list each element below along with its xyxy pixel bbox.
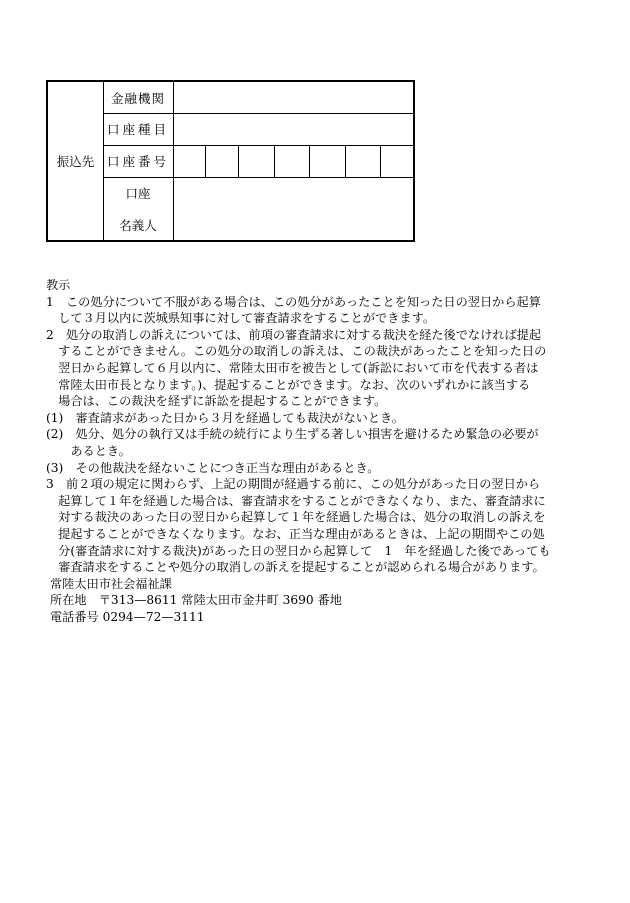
notice-line: (1) 審査請求があった日から３月を経過しても裁決がないとき。 bbox=[46, 410, 404, 425]
account-type-label: 口座種目 bbox=[106, 122, 169, 137]
notice-line: 分(審査請求に対する裁決)があった日の翌日から起算して 1 年を経過した後であっても bbox=[46, 543, 551, 558]
account-holder-label-line1: 口座 bbox=[125, 186, 151, 201]
account-holder-label-line2: 名義人 bbox=[119, 218, 157, 233]
notice-line: 翌日から起算して６月以内に、常陸太田市を被告として(訴訟において市を代表する者は bbox=[46, 360, 539, 375]
notice-line: (3) その他裁決を経ないことにつき正当な理由があるとき。 bbox=[46, 460, 380, 475]
digit-box-divider bbox=[274, 145, 275, 177]
bank-name-label: 金融機関 bbox=[110, 90, 165, 106]
appeal-notice bbox=[46, 277, 586, 625]
account-type-field[interactable] bbox=[174, 114, 413, 145]
account-holder-field[interactable] bbox=[174, 178, 413, 240]
office-name: 常陸太田市社会福祉課 bbox=[50, 576, 172, 591]
account-number-label: 口座番号 bbox=[106, 154, 169, 169]
bank-transfer-table bbox=[46, 80, 415, 242]
notice-line: 起算して１年を経過した場合は、審査請求をすることができなくなり、また、審査請求に bbox=[46, 493, 546, 508]
transfer-destination-label: 振込先 bbox=[56, 154, 95, 169]
notice-line: して３月以内に茨城県知事に対して審査請求をすることができます。 bbox=[46, 311, 436, 326]
notice-line: 場合は、この裁決を経ずに訴訟を提起することができます。 bbox=[46, 394, 387, 409]
notice-line: 常陸太田市長となります。)、提起することができます。なお、次のいずれかに該当する bbox=[46, 377, 531, 392]
notice-line: あるとき。 bbox=[46, 443, 131, 458]
notice-line: 審査請求をすることや処分の取消しの訴えを提起することが認められる場合があります。 bbox=[46, 560, 545, 575]
notice-line: 対する裁決のあった日の翌日から起算して１年を経過した場合は、処分の取消しの訴えを bbox=[46, 510, 546, 525]
notice-line: 2 処分の取消しの訴えについては、前項の審査請求に対する裁決を経た後でなければ提起 bbox=[46, 327, 542, 342]
digit-box-divider bbox=[205, 145, 206, 177]
notice-line: 1 この処分について不服がある場合は、この処分があったことを知った日の翌日から起算 bbox=[46, 294, 541, 309]
office-phone: 電話番号 0294—72—3111 bbox=[50, 609, 205, 624]
digit-box-divider bbox=[345, 145, 346, 177]
digit-box-divider bbox=[309, 145, 310, 177]
notice-line: (2) 処分、処分の執行又は手続の続行により生ずる著しい損害を避けるため緊急の必要が bbox=[46, 427, 539, 442]
notice-line: 提起することができなくなります。なお、正当な理由があるときは、上記の期間やこの処 bbox=[46, 526, 545, 541]
notice-line: することができません。この処分の取消しの訴えは、この裁決があったことを知った日の bbox=[46, 344, 547, 359]
digit-box-divider bbox=[380, 145, 381, 177]
office-address: 所在地 〒313—8611 常陸太田市金井町 3690 番地 bbox=[50, 593, 342, 608]
notice-line: 3 前２項の規定に関わらず、上記の期間が経過する前に、この処分があった日の翌日から bbox=[46, 477, 541, 492]
notice-heading: 教示 bbox=[46, 278, 71, 292]
digit-box-divider bbox=[238, 145, 239, 177]
bank-name-field[interactable] bbox=[174, 82, 413, 113]
